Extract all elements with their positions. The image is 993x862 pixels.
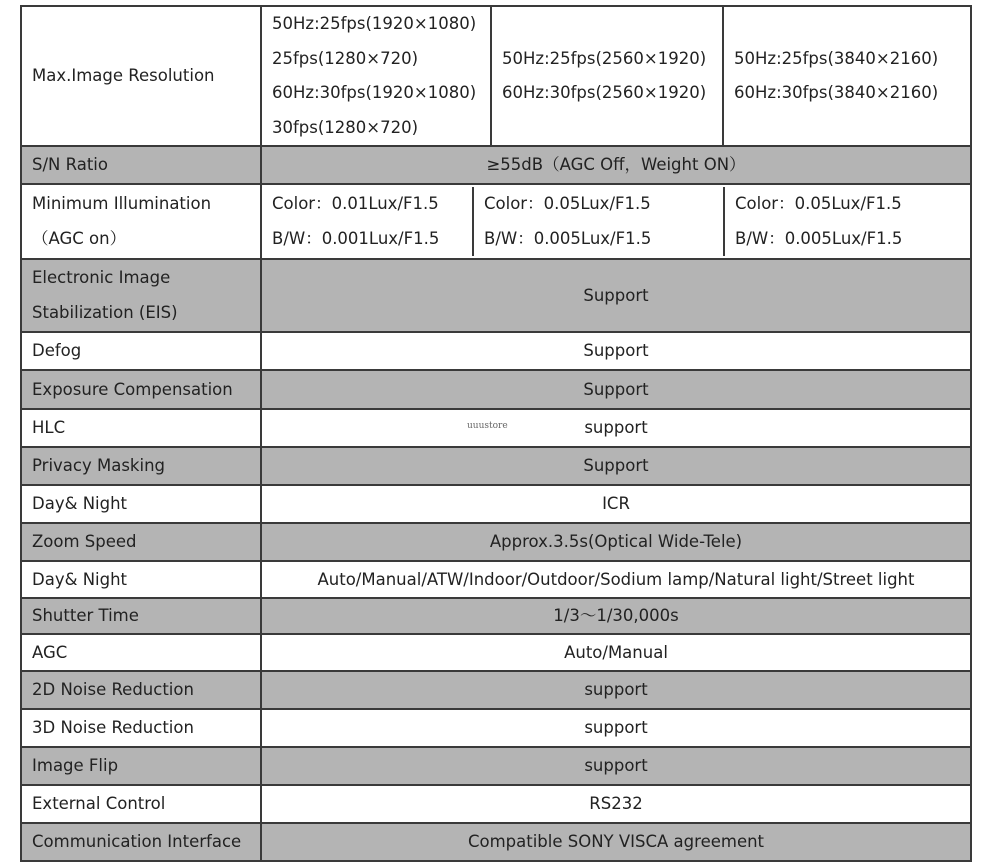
- row-value: support: [261, 409, 971, 447]
- row-label: Exposure Compensation: [21, 370, 261, 409]
- row-label: External Control: [21, 785, 261, 823]
- row-max-image-resolution: [21, 6, 971, 146]
- row-label: Shutter Time: [21, 598, 261, 634]
- row-value: Compatible SONY VISCA agreement: [261, 823, 971, 861]
- row-label: AGC: [21, 634, 261, 671]
- row-label: Max.Image Resolution: [21, 6, 261, 146]
- row-label: HLC: [21, 409, 261, 447]
- row-label: Defog: [21, 332, 261, 370]
- illumination-col-3: [724, 187, 970, 256]
- row-value: Support: [261, 259, 971, 332]
- row-label-line: Electronic Image: [32, 268, 171, 287]
- row-value: support: [261, 709, 971, 747]
- illumination-line: Color：0.05Lux/F1.5: [484, 194, 651, 213]
- resolution-cells: [261, 6, 971, 146]
- illumination-line: B/W：0.005Lux/F1.5: [735, 228, 903, 248]
- illumination-subtable: [262, 187, 970, 256]
- resolution-subtable: [262, 7, 970, 145]
- row-label-line: Minimum Illumination: [32, 194, 212, 213]
- resolution-line: 50Hz:25fps(3840×2160): [734, 48, 939, 68]
- row-label: Zoom Speed: [21, 523, 261, 561]
- row-label: 2D Noise Reduction: [21, 671, 261, 709]
- row-value: support: [261, 747, 971, 785]
- row-privacy-masking: [21, 447, 971, 485]
- row-label: Image Flip: [21, 747, 261, 785]
- resolution-line: 60Hz:30fps(1920×1080): [272, 83, 477, 102]
- row-value: ICR: [261, 485, 971, 523]
- row-exposure-compensation: [21, 370, 971, 409]
- resolution-col-1: [262, 7, 491, 145]
- row-label: Communication Interface: [21, 823, 261, 861]
- row-day-night-modes: [21, 561, 971, 598]
- row-communication-interface: [21, 823, 971, 861]
- illumination-col-1: [262, 187, 473, 256]
- row-label: [21, 259, 261, 332]
- resolution-line: 50Hz:25fps(2560×1920): [502, 48, 707, 68]
- row-3d-noise-reduction: [21, 709, 971, 747]
- row-value: Support: [261, 370, 971, 409]
- row-eis: [21, 259, 971, 332]
- resolution-line: 60Hz:30fps(3840×2160): [734, 83, 939, 102]
- illumination-line: B/W：0.005Lux/F1.5: [484, 228, 652, 248]
- row-value: ≥55dB（AGC Off，Weight ON）: [261, 146, 971, 184]
- row-value: Approx.3.5s(Optical Wide-Tele): [261, 523, 971, 561]
- row-sn-ratio: [21, 146, 971, 184]
- row-minimum-illumination: [21, 184, 971, 259]
- resolution-line: 25fps(1280×720): [272, 48, 419, 68]
- illumination-line: Color：0.01Lux/F1.5: [272, 194, 439, 213]
- resolution-line: 30fps(1280×720): [272, 117, 419, 137]
- illumination-col-2: [473, 187, 724, 256]
- illumination-cells: [261, 184, 971, 259]
- row-label: Day& Night: [21, 485, 261, 523]
- row-external-control: [21, 785, 971, 823]
- spec-table: [20, 5, 972, 862]
- row-defog: [21, 332, 971, 370]
- row-label-line: （AGC on）: [32, 228, 127, 248]
- resolution-col-3: [723, 7, 970, 145]
- row-value: Auto/Manual: [261, 634, 971, 671]
- resolution-col-2: [491, 7, 723, 145]
- row-label: Privacy Masking: [21, 447, 261, 485]
- row-value: Auto/Manual/ATW/Indoor/Outdoor/Sodium lamp/Natural light/Street light: [261, 561, 971, 598]
- row-label-line: Stabilization (EIS): [32, 302, 178, 322]
- row-value: Support: [261, 332, 971, 370]
- resolution-line: 50Hz:25fps(1920×1080): [272, 14, 477, 33]
- row-zoom-speed: [21, 523, 971, 561]
- row-shutter-time: [21, 598, 971, 634]
- row-label: [21, 184, 261, 259]
- row-value: Support: [261, 447, 971, 485]
- row-image-flip: [21, 747, 971, 785]
- row-value: RS232: [261, 785, 971, 823]
- row-value: support: [261, 671, 971, 709]
- illumination-line: Color：0.05Lux/F1.5: [735, 194, 902, 213]
- row-2d-noise-reduction: [21, 671, 971, 709]
- store-watermark: uuustore: [467, 421, 508, 431]
- row-label: 3D Noise Reduction: [21, 709, 261, 747]
- row-agc: [21, 634, 971, 671]
- row-value: 1/3～1/30,000s: [261, 598, 971, 634]
- row-day-night: [21, 485, 971, 523]
- row-label: Day& Night: [21, 561, 261, 598]
- resolution-line: 60Hz:30fps(2560×1920): [502, 83, 707, 102]
- row-label: S/N Ratio: [21, 146, 261, 184]
- illumination-line: B/W：0.001Lux/F1.5: [272, 228, 440, 248]
